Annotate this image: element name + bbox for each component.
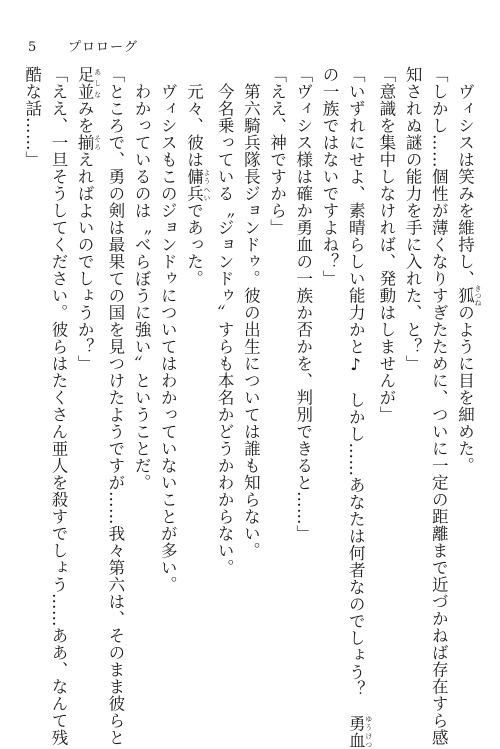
text-segment: であった。 bbox=[184, 202, 204, 287]
text-line bbox=[71, 66, 102, 666]
text-segment: ヴィシスもこのジョンドゥについてはわかっていないことが多い。 bbox=[158, 66, 178, 593]
text-segment: わかっているのは〝べらぼうに強い〟ということだ。 bbox=[132, 66, 152, 491]
text-line bbox=[19, 66, 45, 666]
text-segment: 「意識を集中しなければ、発動はしませんが」 bbox=[376, 66, 396, 423]
ruby-reading: あしな bbox=[93, 66, 102, 100]
text-segment: ヴィシスは笑みを維持し、 bbox=[455, 66, 475, 287]
ruby-reading: きつね bbox=[474, 285, 482, 306]
text-line bbox=[373, 66, 399, 666]
text-segment: 「ええ、神ですから」 bbox=[267, 66, 287, 236]
ruby-base: 傭兵 bbox=[184, 168, 204, 202]
text-line bbox=[451, 66, 482, 666]
text-segment: えればよいのでしょうか？」 bbox=[75, 151, 95, 372]
text-segment: のように目を細めた。 bbox=[455, 304, 475, 474]
text-segment: 「ところで、勇の剣は最果ての国を見つけたようですが……我々第六は、そのまま彼らと bbox=[105, 66, 125, 746]
vertical-body-text bbox=[18, 66, 482, 749]
ruby-base: 足並 bbox=[75, 66, 95, 100]
text-segment: 酷な話……」 bbox=[22, 66, 42, 168]
text-segment: 第六騎兵隊長ジョンドゥ。彼の出生については誰も知らない。 bbox=[241, 66, 261, 559]
ruby-annotation bbox=[184, 168, 211, 202]
text-line bbox=[180, 66, 211, 666]
running-header bbox=[28, 36, 138, 55]
ruby-reading: ゆうけつ bbox=[364, 714, 373, 749]
ruby-reading: そろ bbox=[93, 134, 102, 151]
page-number: 5 bbox=[28, 40, 38, 55]
text-line bbox=[342, 66, 373, 749]
text-segment: の一族ではないですよね？」 bbox=[319, 66, 339, 287]
ruby-base: 狐 bbox=[455, 285, 475, 306]
text-line bbox=[399, 66, 425, 666]
chapter-title: プロローグ bbox=[68, 40, 139, 55]
text-line bbox=[211, 66, 237, 666]
text-segment: 「ええ、一旦そうしてください。彼らはたくさん亜人を殺すでしょう……ああ、なんて残 bbox=[48, 66, 68, 746]
ruby-annotation bbox=[455, 285, 482, 306]
text-segment: 「いずれにせよ、素晴らしい能力かと♪ しかし……あなたは何者なのでしょう？ bbox=[346, 66, 366, 715]
ruby-reading: ようへい bbox=[202, 168, 211, 202]
text-segment: 「ヴィシス様は確か勇血の一族か否かを、判別できると……」 bbox=[293, 66, 313, 542]
ruby-annotation bbox=[75, 134, 102, 151]
ruby-base: 勇血 bbox=[346, 714, 366, 749]
text-segment: 知されぬ謎の能力を手に入れた、と？」 bbox=[403, 66, 423, 372]
text-line bbox=[154, 66, 180, 666]
text-segment: 今名乗っている〝ジョンドゥ〟すらも本名かどうかわからない。 bbox=[215, 66, 235, 576]
text-segment: みを bbox=[75, 100, 95, 134]
ruby-annotation bbox=[75, 66, 102, 100]
text-line bbox=[316, 66, 342, 666]
ruby-annotation bbox=[346, 714, 373, 749]
text-line bbox=[425, 66, 451, 746]
text-segment: 元々、彼は bbox=[184, 66, 204, 168]
text-line bbox=[102, 66, 128, 746]
text-line bbox=[263, 66, 289, 666]
text-line bbox=[45, 66, 71, 746]
text-line bbox=[128, 66, 154, 666]
text-line bbox=[290, 66, 316, 666]
ruby-base: 揃 bbox=[75, 134, 95, 151]
text-line bbox=[237, 66, 263, 666]
text-segment: 「しかし……個性が薄くなりすぎたために、ついに一定の距離まで近づかねば存在すら感 bbox=[429, 66, 449, 746]
